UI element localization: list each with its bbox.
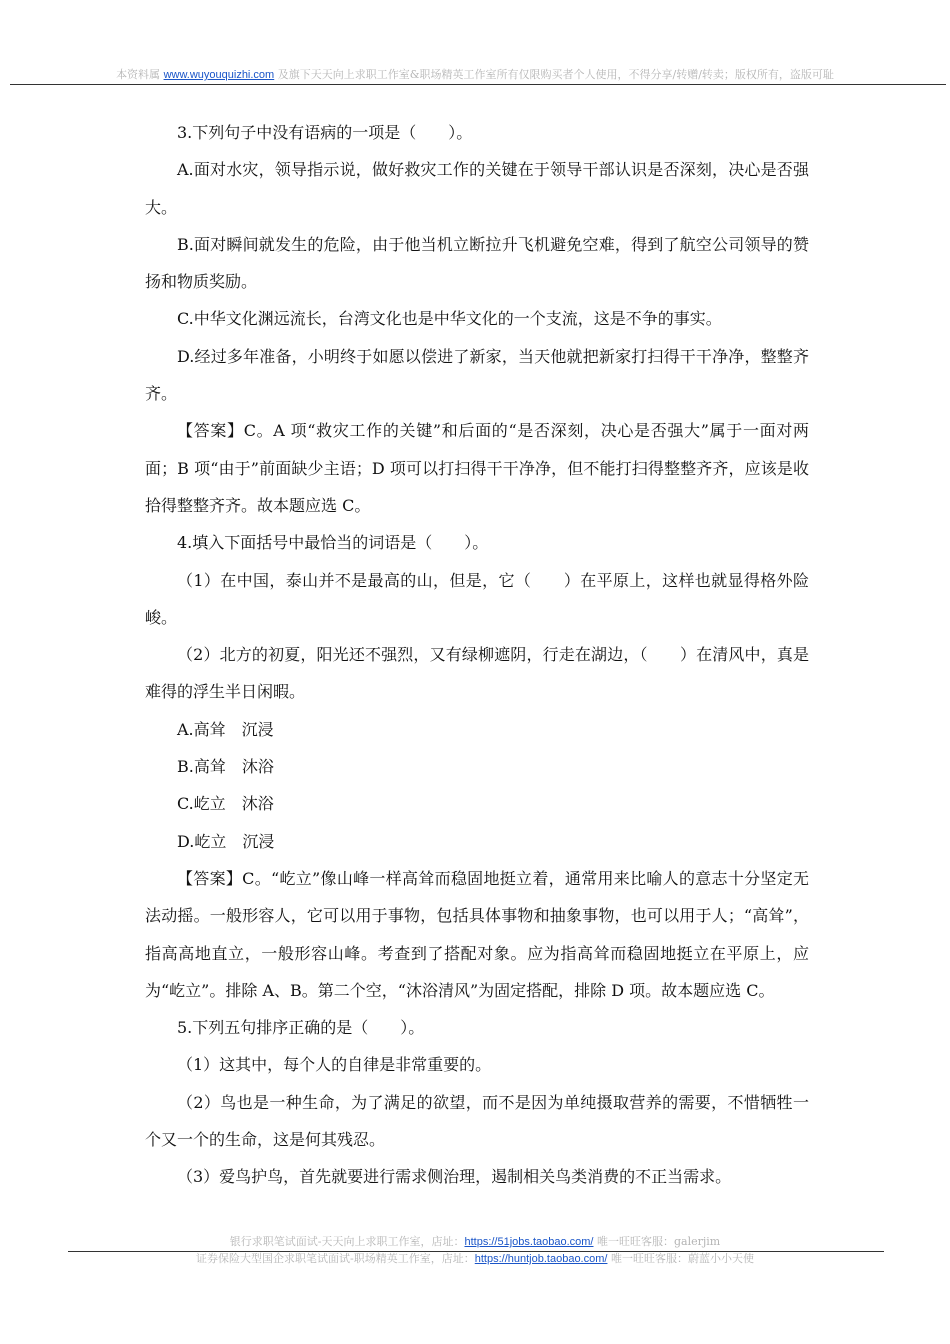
footer-link-huntjob[interactable]: https://huntjob.taobao.com/ xyxy=(474,1253,608,1265)
question-3-option-a: A.面对水灾，领导指示说，做好救灾工作的关键在于领导干部认识是否深刻，决心是否强大。 xyxy=(145,160,809,217)
footer-line-2 xyxy=(0,1250,950,1266)
question-4-option-a: A.高耸 沉浸 xyxy=(177,719,274,739)
document-body xyxy=(145,114,809,1196)
question-4-sentence-2: （2）北方的初夏，阳光还不强烈，又有绿柳遮阴，行走在湖边，（ ）在清风中，真是难得的浮生半日闲暇。 xyxy=(145,645,809,702)
question-4-option-c: C.屹立 沐浴 xyxy=(177,794,274,814)
page-header xyxy=(0,66,950,82)
footer-line-2-prefix: 证券保险大型国企求职笔试面试-职场精英工作室，店址： xyxy=(196,1252,475,1265)
question-4-sentence-1: （1）在中国，泰山并不是最高的山，但是，它（ ）在平原上，这样也就显得格外险峻。 xyxy=(145,570,809,627)
question-3-answer: 【答案】C。A 项“救灾工作的关键”和后面的“是否深刻，决心是否强大”属于一面对两面；B 项“由于”前面缺少主语；D 项可以打扫得干干净净，但不能打扫得整整齐齐，应该是收拾得整整齐齐。故本题应选 C。 xyxy=(145,421,809,515)
footer-line-1 xyxy=(0,1233,950,1249)
footer-line-1-prefix: 银行求职笔试面试-天天向上求职工作室，店址： xyxy=(229,1235,465,1248)
question-5-sentence-3: （3）爱鸟护鸟，首先就要进行需求侧治理，遏制相关鸟类消费的不正当需求。 xyxy=(177,1167,732,1187)
question-4-option-d: D.屹立 沉浸 xyxy=(177,831,275,851)
question-3-option-b: B.面对瞬间就发生的危险，由于他当机立断拉升飞机避免空难，得到了航空公司领导的赞扬和物质奖励。 xyxy=(145,234,809,292)
question-4-stem: 4.填入下面括号中最恰当的词语是（ ）。 xyxy=(177,533,489,553)
question-5-sentence-1: （1）这其中，每个人的自律是非常重要的。 xyxy=(177,1055,492,1075)
question-3-stem: 3.下列句子中没有语病的一项是（ ）。 xyxy=(177,123,473,142)
header-suffix: 及旗下天天向上求职工作室&职场精英工作室所有仅限购买者个人使用，不得分享/转赠/转卖；版权所有，盗版可耻 xyxy=(274,68,834,81)
question-5-sentence-2: （2）鸟也是一种生命，为了满足的欲望，而不是因为单纯摄取营养的需要，不惜牺牲一个又一个的生命，这是何其残忍。 xyxy=(145,1092,809,1150)
header-divider xyxy=(10,84,946,85)
header-prefix: 本资料属 xyxy=(116,68,164,81)
footer-line-1-suffix: 唯一旺旺客服：galerjim xyxy=(593,1235,721,1248)
question-4-answer: 【答案】C。“屹立”像山峰一样高耸而稳固地挺立着，通常用来比喻人的意志十分坚定无法动摇。一般形容人，它可以用于事物，包括具体事物和抽象事物，也可以用于人；“高耸”，指高高地直立，一般形容山峰。考查到了搭配对象。应为指高耸而稳固地挺立在平原上，应为“屹立”。排除 A、B。第二个空，“沐浴清风”为固定搭配，排除 D 项。故本题应选 C。 xyxy=(145,868,809,1000)
question-3-option-c: C.中华文化渊远流长，台湾文化也是中华文化的一个支流，这是不争的事实。 xyxy=(177,309,722,329)
question-5-stem: 5.下列五句排序正确的是（ ）。 xyxy=(177,1018,425,1038)
header-link[interactable]: www.wuyouquizhi.com xyxy=(163,69,275,81)
footer-link-51jobs[interactable]: https://51jobs.taobao.com/ xyxy=(464,1236,594,1248)
question-3-option-d: D.经过多年准备，小明终于如愿以偿进了新家，当天他就把新家打扫得干干净净，整整齐齐。 xyxy=(145,346,809,404)
question-4-option-b: B.高耸 沐浴 xyxy=(177,757,274,777)
footer-line-2-suffix: 唯一旺旺客服：蔚蓝小小天使 xyxy=(607,1252,754,1265)
